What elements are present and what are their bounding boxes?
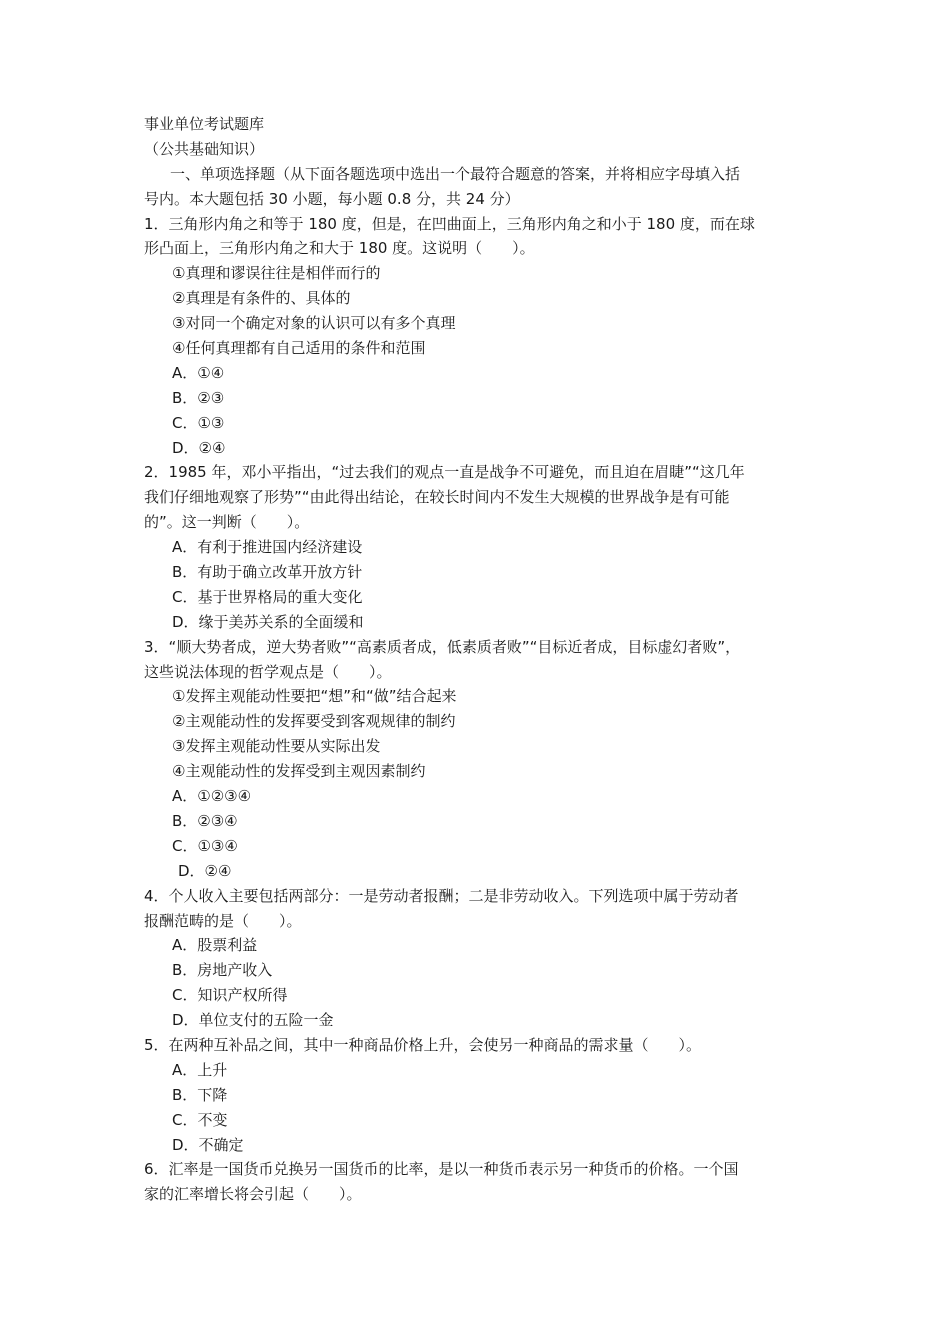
document-page bbox=[144, 112, 824, 1207]
statement: ②真理是有条件的、具体的 bbox=[172, 289, 351, 308]
question-text: 3．“顺大势者成，逆大势者败”“高素质者成，低素质者败”“目标近者成，目标虚幻者败”， bbox=[144, 637, 741, 656]
option-c: C．①③ bbox=[172, 413, 225, 432]
question-text: 家的汇率增长将会引起（ ）。 bbox=[144, 1185, 362, 1204]
option-a: A．上升 bbox=[172, 1060, 228, 1079]
option-d: D．②④ bbox=[178, 861, 232, 880]
statement: ③发挥主观能动性要从实际出发 bbox=[172, 737, 381, 756]
option-d: D．不确定 bbox=[172, 1135, 244, 1154]
question-text: 1．三角形内角之和等于 180 度，但是，在凹曲面上，三角形内角之和小于 180 度，而在球 bbox=[144, 214, 755, 233]
option-c: C．基于世界格局的重大变化 bbox=[172, 587, 363, 606]
question-2 bbox=[144, 460, 824, 634]
question-text: 6．汇率是一国货币兑换另一国货币的比率，是以一种货币表示另一种货币的价格。一个国 bbox=[144, 1160, 739, 1179]
option-d: D．缘于美苏关系的全面缓和 bbox=[172, 612, 364, 631]
question-3 bbox=[144, 635, 824, 884]
option-a: A．①④ bbox=[172, 363, 225, 382]
option-b: B．②③ bbox=[172, 388, 225, 407]
question-text: 形凸面上，三角形内角之和大于 180 度。这说明（ ）。 bbox=[144, 239, 535, 258]
question-6 bbox=[144, 1157, 824, 1207]
option-b: B．有助于确立改革开放方针 bbox=[172, 563, 363, 582]
option-a: A．有利于推进国内经济建设 bbox=[172, 538, 363, 557]
option-c: C．知识产权所得 bbox=[172, 986, 288, 1005]
option-b: B．②③④ bbox=[172, 811, 238, 830]
option-b: B．下降 bbox=[172, 1085, 228, 1104]
question-text: 5．在两种互补品之间，其中一种商品价格上升，会使另一种商品的需求量（ ）。 bbox=[144, 1035, 702, 1054]
doc-subtitle: （公共基础知识） bbox=[144, 139, 265, 158]
section-heading-line-1: 一、单项选择题（从下面各题选项中选出一个最符合题意的答案，并将相应字母填入括 bbox=[170, 164, 741, 183]
question-5 bbox=[144, 1033, 824, 1157]
question-text: 报酬范畴的是（ ）。 bbox=[144, 911, 302, 930]
option-d: D．②④ bbox=[172, 438, 226, 457]
option-c: C．不变 bbox=[172, 1110, 228, 1129]
section-heading-line-2: 号内。本大题包括 30 小题，每小题 0.8 分，共 24 分） bbox=[144, 189, 520, 208]
option-a: A．①②③④ bbox=[172, 787, 252, 806]
option-c: C．①③④ bbox=[172, 836, 238, 855]
statement: ④任何真理都有自己适用的条件和范围 bbox=[172, 339, 426, 358]
option-d: D．单位支付的五险一金 bbox=[172, 1011, 334, 1030]
statement: ①发挥主观能动性要把“想”和“做”结合起来 bbox=[172, 687, 457, 706]
statement: ②主观能动性的发挥要受到客观规律的制约 bbox=[172, 712, 456, 731]
question-text: 这些说法体现的哲学观点是（ ）。 bbox=[144, 662, 392, 681]
option-b: B．房地产收入 bbox=[172, 961, 273, 980]
doc-title: 事业单位考试题库 bbox=[144, 115, 265, 133]
question-text: 我们仔细地观察了形势”“由此得出结论，在较长时间内不发生大规模的世界战争是有可能 bbox=[144, 488, 730, 507]
statement: ④主观能动性的发挥受到主观因素制约 bbox=[172, 762, 426, 781]
question-1 bbox=[144, 212, 824, 461]
statement: ③对同一个确定对象的认识可以有多个真理 bbox=[172, 314, 456, 333]
question-text: 4．个人收入主要包括两部分：一是劳动者报酬；二是非劳动收入。下列选项中属于劳动者 bbox=[144, 886, 739, 905]
question-text: 的”。这一判断（ ）。 bbox=[144, 513, 310, 532]
option-a: A．股票利益 bbox=[172, 936, 258, 955]
statement: ①真理和谬误往往是相伴而行的 bbox=[172, 264, 381, 283]
question-4 bbox=[144, 884, 824, 1033]
question-text: 2．1985 年，邓小平指出，“过去我们的观点一直是战争不可避免，而且迫在眉睫”“这几年 bbox=[144, 463, 745, 482]
